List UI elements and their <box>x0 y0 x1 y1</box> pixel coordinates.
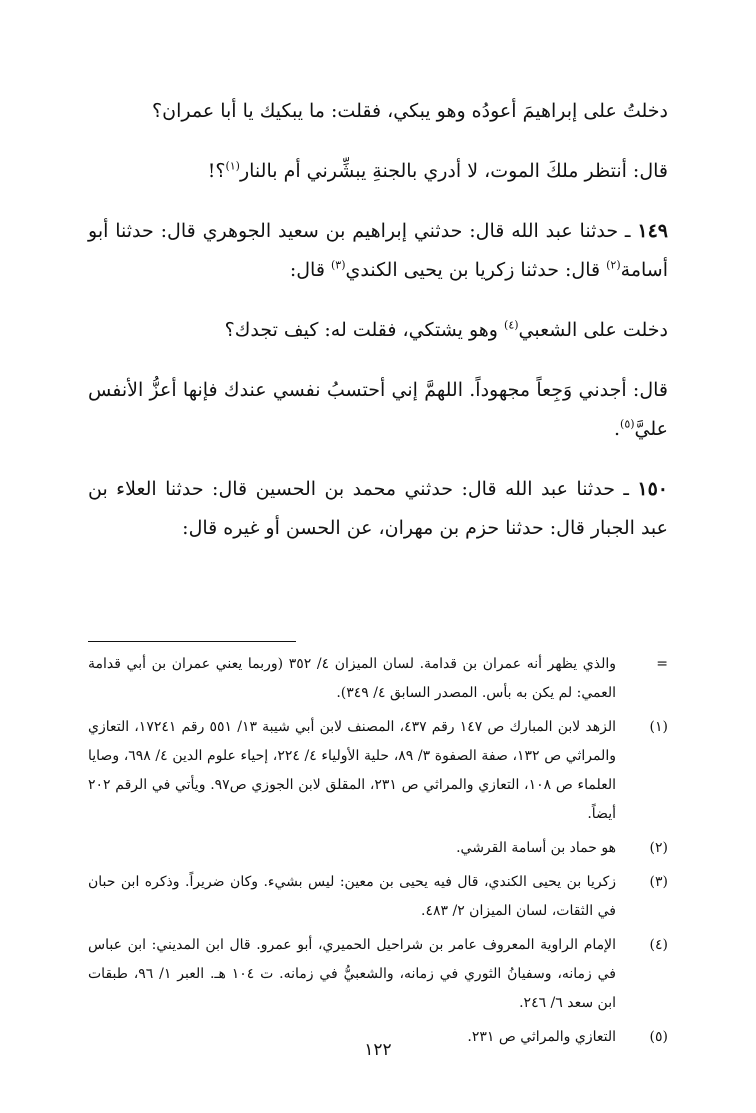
footnote-ref-1[interactable]: (١) <box>225 159 240 173</box>
footnote-2 <box>88 834 668 863</box>
footnote-ref-3[interactable]: (٣) <box>330 258 346 272</box>
footnote-ref-5[interactable]: (٥) <box>620 417 635 431</box>
footnotes <box>88 650 668 1057</box>
hadith-number: ١٤٩ <box>637 220 669 242</box>
hadith-150: ١٥٠ ـ حدثنا عبد الله قال: حدثني محمد بن الحسين قال: حدثنا العلاء بن عبد الجبار قال: حدثنا حزم بن مهران، عن الحسن أو غيره قال: <box>88 478 668 539</box>
footnote-separator <box>88 641 296 642</box>
footnote-continuation <box>88 650 668 708</box>
footnote-text: هو حماد بن أسامة القرشي. <box>456 840 616 856</box>
footnote-text: زكريا بن يحيى الكندي، قال فيه يحيى بن معين: ليس بشيء. وكان ضريراً. وذكره ابن حبان في الثقات، لسان الميزان ٢/ ٤٨٣. <box>88 874 616 919</box>
hadith-number: ١٥٠ <box>637 478 668 500</box>
footnote-marker: (٤) <box>649 937 668 953</box>
page-number: ١٢٢ <box>364 1040 392 1060</box>
footnote-marker: (٣) <box>649 874 668 890</box>
footnote-marker: (٥) <box>649 1029 668 1045</box>
footnote-text: الزهد لابن المبارك ص ١٤٧ رقم ٤٣٧، المصنف لابن أبي شيبة ١٣/ ٥٥١ رقم ١٧٢٤١، التعازي والمراثي ص ١٣٢، صفة الصفوة ٣/ ٨٩، حلية الأولياء ٤/ ٢٢٤، إحياء علوم الدين ٤/ ٦٩٨، وصايا العلماء ص ١٠٨، التعازي والمراثي ص ٢٣١، المقلق لابن الجوزي ص٩٧. ويأتي في الرقم ٢٠٢ أيضاً. <box>88 719 617 822</box>
footnote-marker: = <box>656 656 668 672</box>
footnote-text: والذي يظهر أنه عمران بن قدامة. لسان الميزان ٤/ ٣٥٢ (وربما يعني عمران بن أبي قدامة العمي: لم يكن به بأس. المصدر السابق ٤/ ٣٤٩). <box>88 656 616 701</box>
footnote-text: الإمام الراوية المعروف عامر بن شراحيل الحميري، أبو عمرو. قال ابن المديني: ابن عباس في زمانه، وسفيانُ الثوري في زمانه، والشعبيُّ في زمانه. ت ١٠٤ هـ. العبر ١/ ٩٦، طبقات ابن سعد ٦/ ٢٤٦. <box>88 937 616 1011</box>
hadith-149: ١٤٩ ـ حدثنا عبد الله قال: حدثني إبراهيم بن سعيد الجوهري قال: حدثنا أبو أسامة$^{(٢)}$ قال: حدثنا زكريا بن يحيى الكندي$^{(٣)}$ قال: <box>88 220 669 281</box>
footnote-4 <box>88 931 668 1018</box>
paragraph-4: دخلت على الشعبي$^{(٤)}$ وهو يشتكي، فقلت له: كيف تجدك؟ <box>224 318 668 341</box>
footnote-ref-4[interactable]: (٤) <box>504 318 519 332</box>
paragraph-5: قال: أجدني وَجِعاً مجهوداً. اللهمَّ إني أحتسبُ نفسي عندك فإنها أعزُّ الأنفس عليَّ$^{(٥)}$. <box>88 379 668 440</box>
footnote-marker: (١) <box>649 719 668 735</box>
main-text <box>88 92 668 569</box>
footnote-text: التعازي والمراثي ص ٢٣١. <box>467 1029 616 1045</box>
paragraph-2: قال: أنتظر ملكَ الموت، لا أدري بالجنةِ يبشِّرني أم بالنار$^{(١)}$؟! <box>207 159 668 182</box>
footnote-1 <box>88 713 668 829</box>
paragraph-1: دخلتُ على إبراهيمَ أعودُه وهو يبكي، فقلت: ما يبكيك يا أبا عمران؟ <box>152 100 668 122</box>
footnote-marker: (٢) <box>649 840 668 856</box>
footnote-3 <box>88 868 668 926</box>
footnote-ref-2[interactable]: (٢) <box>606 258 621 272</box>
